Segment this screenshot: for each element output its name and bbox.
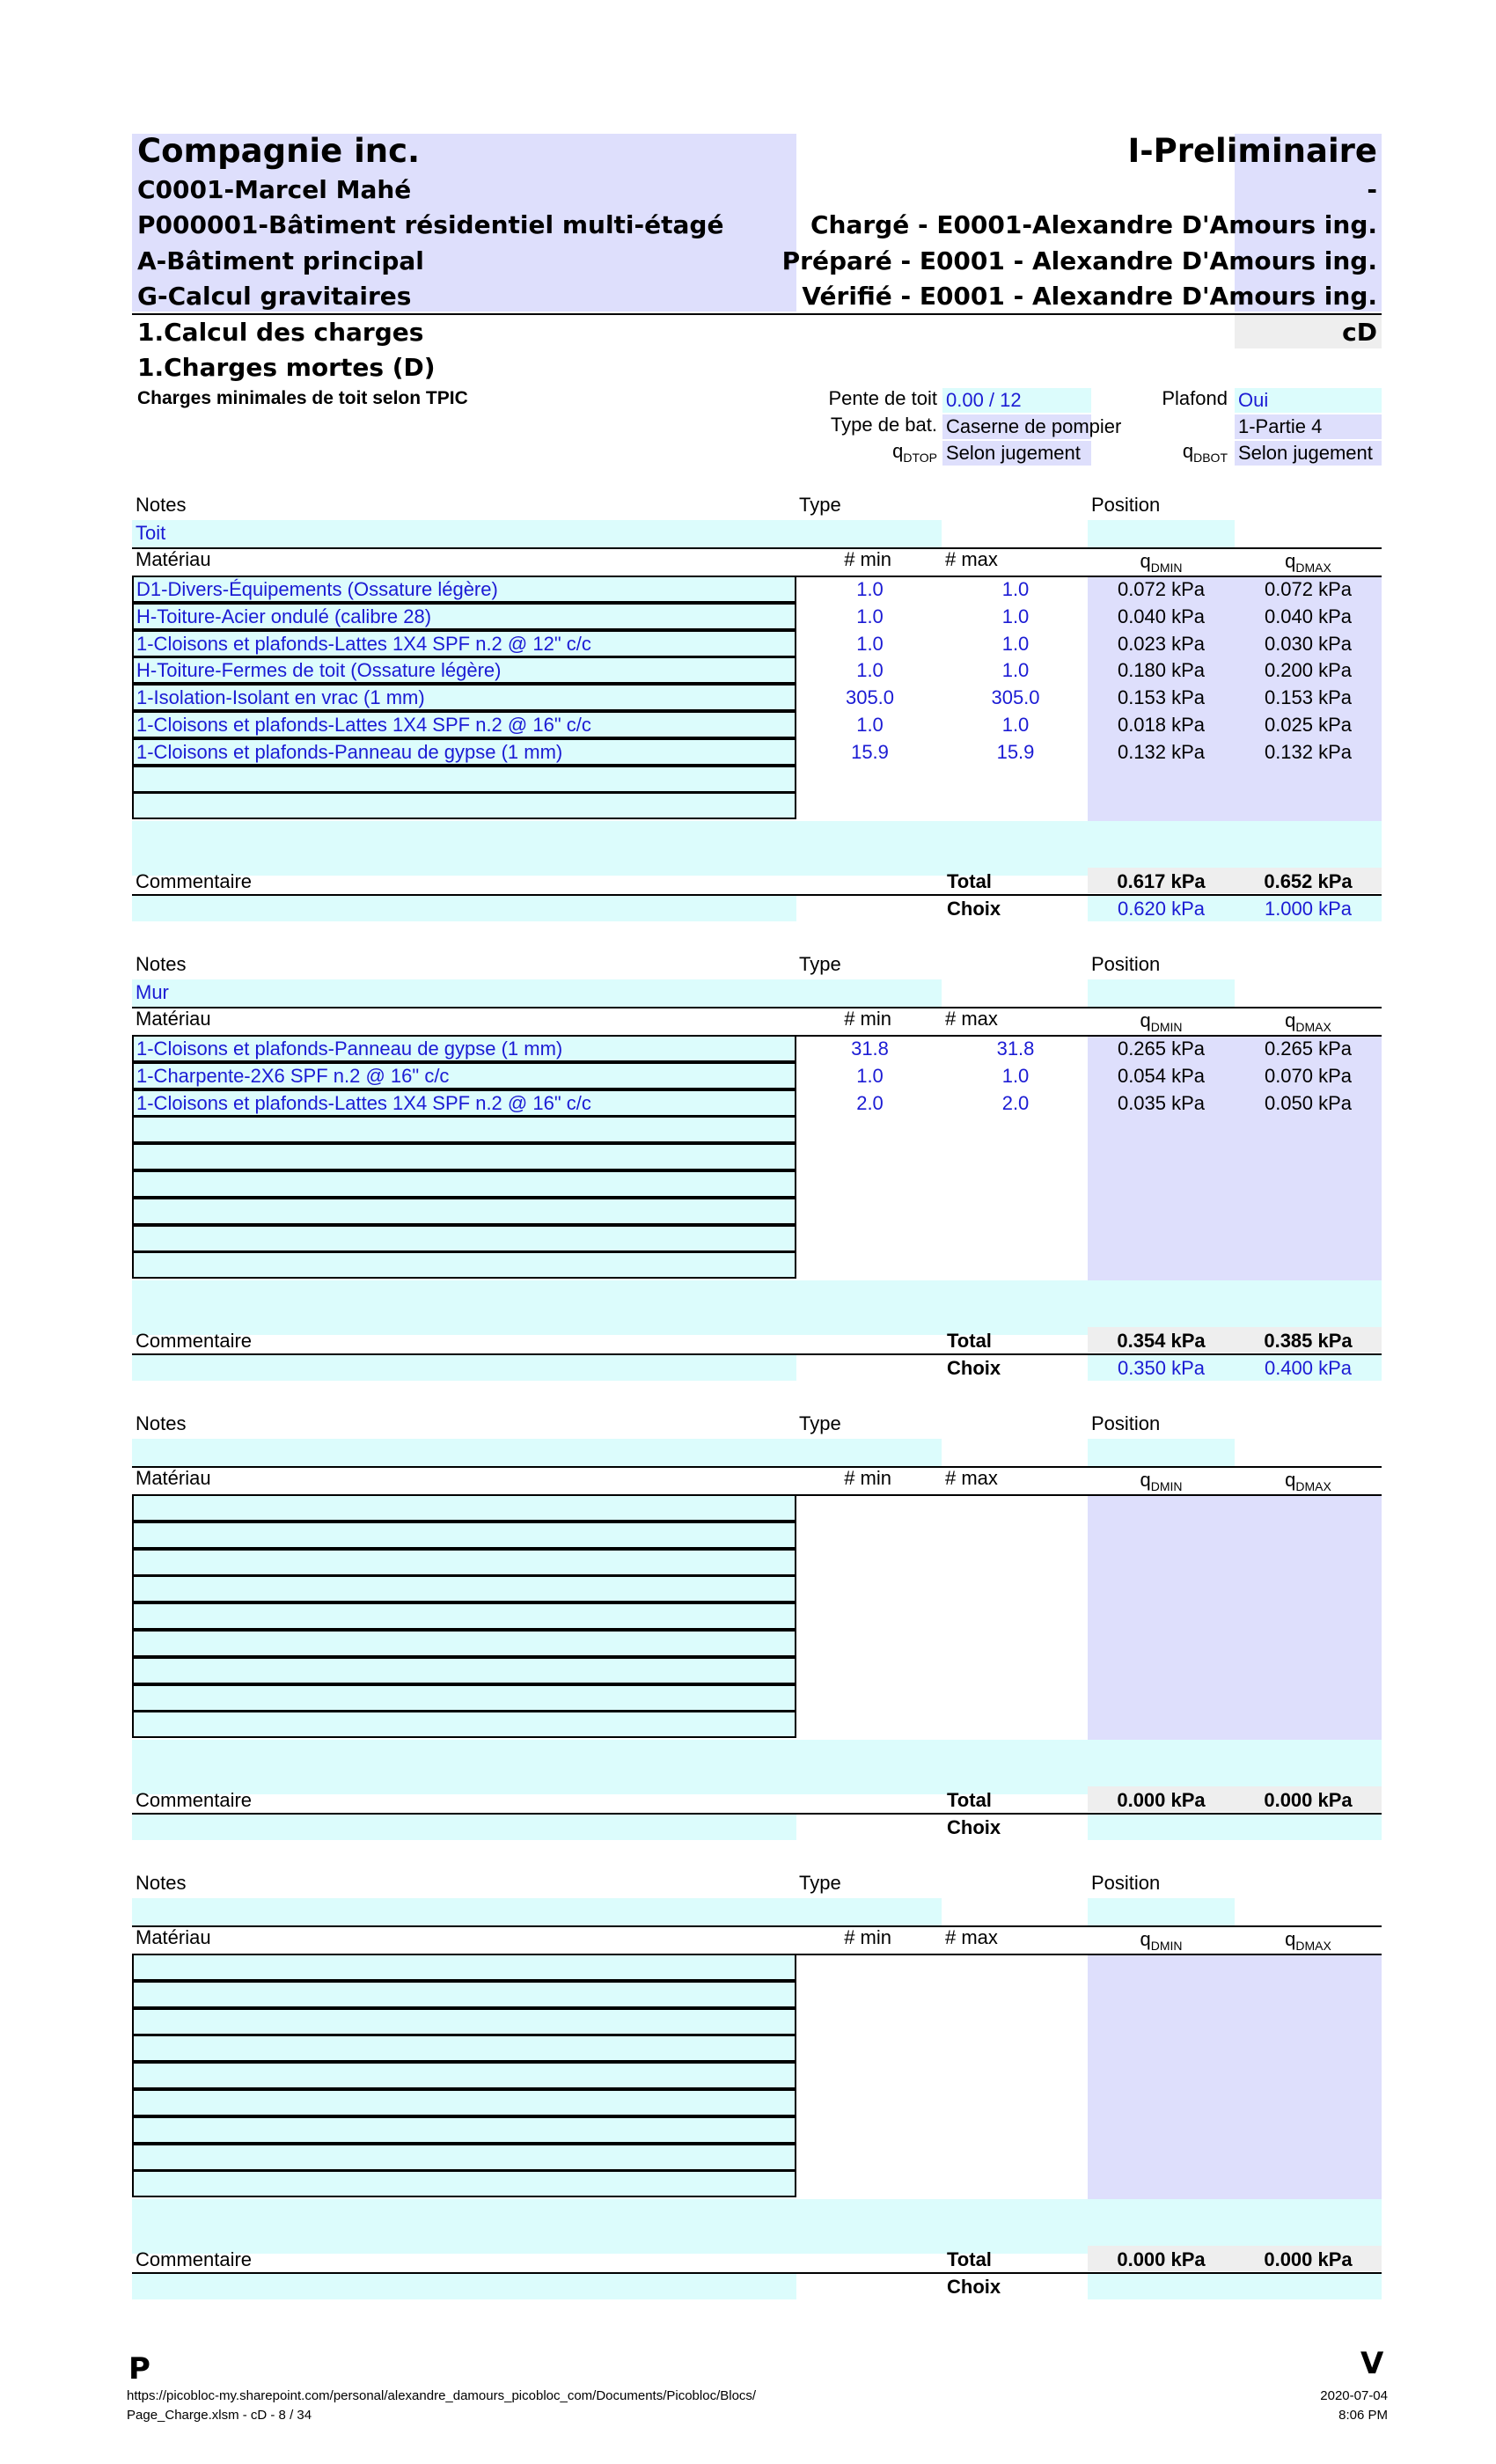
material-cell[interactable]: 1-Cloisons et plafonds-Panneau de gypse (1 mm) — [132, 1035, 796, 1062]
nmax-value[interactable]: 15.9 — [996, 740, 1035, 763]
calc-group: G-Calcul gravitaires — [137, 282, 412, 311]
choix-row-bg — [1088, 2274, 1382, 2299]
position-input-bg — [1088, 1439, 1235, 1466]
verified-by: Vérifié - E0001 - Alexandre D'Amours ing. — [802, 282, 1377, 311]
nmin-header: # min — [844, 1467, 891, 1489]
load-block — [0, 491, 1496, 949]
nmax-value[interactable]: 1.0 — [1001, 578, 1030, 600]
qdmin-q: q — [1140, 1928, 1151, 1950]
comment-input-bg — [132, 2274, 796, 2299]
nmax-value[interactable]: 2.0 — [1001, 1091, 1030, 1114]
partie-value: 1-Partie 4 — [1235, 414, 1382, 439]
materiau-header: Matériau — [136, 1467, 211, 1489]
commentaire-label: Commentaire — [136, 870, 253, 892]
nmax-value[interactable]: 1.0 — [1001, 605, 1030, 627]
nmin-value[interactable]: 1.0 — [856, 632, 884, 655]
nmax-value[interactable]: 1.0 — [1001, 632, 1030, 655]
choix-qdmax[interactable]: 1.000 kPa — [1264, 898, 1353, 920]
phase-dash: - — [1367, 175, 1377, 204]
qdmin-sub: DMIN — [1150, 1939, 1183, 1953]
pente-label: Pente de toit — [828, 387, 937, 409]
notes-input-bg — [132, 979, 942, 1007]
qdmax-q: q — [1285, 1009, 1296, 1031]
load-block — [0, 950, 1496, 1408]
notes-label: Notes — [136, 1412, 187, 1434]
material-cell[interactable] — [132, 1684, 796, 1712]
section-title: 1.Calcul des charges — [137, 318, 424, 347]
qdmin-value: 0.018 kPa — [1117, 714, 1206, 736]
charge-by: Chargé - E0001-Alexandre D'Amours ing. — [810, 210, 1377, 239]
total-label: Total — [947, 1789, 992, 1811]
total-rule — [132, 1813, 1382, 1815]
material-cell[interactable] — [132, 792, 796, 819]
material-cell[interactable]: H-Toiture-Fermes de toit (Ossature légère) — [132, 656, 796, 684]
material-cell[interactable] — [132, 1143, 796, 1170]
position-label: Position — [1091, 1872, 1161, 1894]
nmin-value[interactable]: 1.0 — [856, 578, 884, 600]
qdmax-sub: DMAX — [1295, 561, 1331, 575]
qdmax-sub: DMAX — [1295, 1939, 1331, 1953]
material-cell[interactable] — [132, 1711, 796, 1738]
material-cell[interactable] — [132, 1549, 796, 1576]
choix-label: Choix — [947, 1357, 1001, 1379]
roof-params-title: Charges minimales de toit selon TPIC — [137, 388, 468, 408]
qdmax-value: 0.153 kPa — [1264, 686, 1353, 709]
q-columns-bg — [1088, 1955, 1382, 2199]
pente-value[interactable]: 0.00 / 12 — [942, 388, 1091, 413]
material-cell[interactable]: 1-Cloisons et plafonds-Panneau de gypse (1 mm) — [132, 738, 796, 766]
type-label: Type — [799, 494, 841, 516]
total-qdmin: 0.354 kPa — [1117, 1330, 1206, 1352]
qdmin-q: q — [1140, 1469, 1151, 1491]
qdbot-value: Selon jugement — [1235, 441, 1382, 466]
material-cell[interactable] — [132, 1575, 796, 1602]
q-columns-bg — [1088, 1496, 1382, 1740]
material-cell[interactable] — [132, 2035, 796, 2062]
position-label: Position — [1091, 953, 1161, 975]
material-cell[interactable]: 1-Cloisons et plafonds-Lattes 1X4 SPF n.2 @ 12" c/c — [132, 630, 796, 657]
company-name: Compagnie inc. — [137, 132, 421, 170]
footer-page: Page_Charge.xlsm - cD - 8 / 34 — [127, 2408, 312, 2423]
position-input-bg — [1088, 979, 1235, 1007]
qdmax-q: q — [1285, 1928, 1296, 1950]
nmax-value[interactable]: 305.0 — [991, 686, 1040, 709]
position-label: Position — [1091, 1412, 1161, 1434]
qdmax-value: 0.050 kPa — [1264, 1091, 1353, 1114]
total-qdmin: 0.617 kPa — [1117, 870, 1206, 892]
choix-label: Choix — [947, 1816, 1001, 1838]
material-cell[interactable] — [132, 766, 796, 793]
position-input-bg — [1088, 520, 1235, 547]
nmin-header: # min — [844, 1008, 891, 1030]
commentaire-label: Commentaire — [136, 2248, 253, 2270]
material-cell[interactable]: 1-Cloisons et plafonds-Lattes 1X4 SPF n.2 @ 16" c/c — [132, 711, 796, 738]
qdmax-value: 0.200 kPa — [1264, 659, 1353, 682]
commentaire-label: Commentaire — [136, 1330, 253, 1352]
qdmax-value: 0.025 kPa — [1264, 714, 1353, 736]
nmax-header: # max — [945, 548, 998, 570]
notes-input-bg — [132, 520, 942, 547]
material-cell[interactable] — [132, 2062, 796, 2089]
nmin-value[interactable]: 1.0 — [856, 1064, 884, 1087]
qdmin-value: 0.035 kPa — [1117, 1091, 1206, 1114]
notes-label: Notes — [136, 1872, 187, 1894]
position-input-bg — [1088, 1898, 1235, 1925]
qdmin-value: 0.180 kPa — [1117, 659, 1206, 682]
notes-label: Notes — [136, 494, 187, 516]
material-cell[interactable] — [132, 2116, 796, 2144]
nmin-value[interactable]: 31.8 — [851, 1038, 889, 1060]
material-cell[interactable] — [132, 2144, 796, 2171]
qdmax-q: q — [1285, 550, 1296, 572]
qdmax-value: 0.070 kPa — [1264, 1064, 1353, 1087]
notes-input-bg — [132, 1439, 942, 1466]
material-cell[interactable]: 1-Charpente-2X6 SPF n.2 @ 16" c/c — [132, 1062, 796, 1089]
material-cell[interactable] — [132, 1116, 796, 1143]
nmin-header: # min — [844, 1926, 891, 1948]
qdmin-value: 0.023 kPa — [1117, 632, 1206, 655]
nmin-header: # min — [844, 548, 891, 570]
block-note[interactable]: Toit — [136, 522, 166, 544]
footer-left-mark: P — [128, 2351, 150, 2387]
commentaire-label: Commentaire — [136, 1789, 253, 1811]
materiau-header: Matériau — [136, 548, 211, 570]
choix-row-bg — [1088, 1815, 1382, 1840]
material-cell[interactable] — [132, 2170, 796, 2197]
material-cell[interactable]: H-Toiture-Acier ondulé (calibre 28) — [132, 603, 796, 630]
qdmax-value: 0.030 kPa — [1264, 632, 1353, 655]
notes-label: Notes — [136, 953, 187, 975]
qdmax-value: 0.265 kPa — [1264, 1038, 1353, 1060]
footer-url: https://picobloc-my.sharepoint.com/personal/alexandre_damours_picobloc_com/Documents/Picobloc/Blocs/ — [127, 2388, 757, 2403]
qdmax-sub: DMAX — [1295, 1479, 1331, 1493]
material-cell[interactable] — [132, 1225, 796, 1252]
comment-input-bg — [132, 896, 796, 921]
load-block — [0, 1869, 1496, 2327]
qdmax-value: 0.132 kPa — [1264, 740, 1353, 763]
prepared-by: Préparé - E0001 - Alexandre D'Amours ing. — [781, 246, 1377, 275]
nmax-header: # max — [945, 1926, 998, 1948]
type-bat-value: Caserne de pompier — [942, 414, 1091, 439]
material-cell[interactable] — [132, 1170, 796, 1198]
qdtop-label: $q_{DTOP}$ — [892, 440, 937, 465]
material-cell[interactable] — [132, 1251, 796, 1279]
qdmin-value: 0.132 kPa — [1117, 740, 1206, 763]
nmax-header: # max — [945, 1467, 998, 1489]
materiau-header: Matériau — [136, 1926, 211, 1948]
type-label: Type — [799, 953, 841, 975]
nmin-value[interactable]: 1.0 — [856, 605, 884, 627]
load-block — [0, 1410, 1496, 1867]
footer-right-mark: V — [1360, 2346, 1384, 2381]
nmax-value[interactable]: 31.8 — [996, 1038, 1035, 1060]
total-qdmax: 0.652 kPa — [1264, 870, 1353, 892]
type-label: Type — [799, 1412, 841, 1434]
qdmax-value: 0.040 kPa — [1264, 605, 1353, 627]
project-name: P000001-Bâtiment résidentiel multi-étagé — [137, 210, 724, 239]
type-bat-label: Type de bat. — [830, 414, 937, 436]
material-cell[interactable] — [132, 1657, 796, 1684]
material-cell[interactable] — [132, 2089, 796, 2116]
position-label: Position — [1091, 494, 1161, 516]
material-cell[interactable] — [132, 1522, 796, 1549]
total-qdmin: 0.000 kPa — [1117, 2248, 1206, 2270]
qdmax-sub: DMAX — [1295, 1020, 1331, 1034]
materiau-header: Matériau — [136, 1008, 211, 1030]
qdmin-value: 0.072 kPa — [1117, 578, 1206, 600]
qdtop-value: Selon jugement — [942, 441, 1091, 466]
total-label: Total — [947, 870, 992, 892]
type-label: Type — [799, 1872, 841, 1894]
total-label: Total — [947, 1330, 992, 1352]
building-name: A-Bâtiment principal — [137, 246, 424, 275]
nmin-value[interactable]: 305.0 — [845, 686, 895, 709]
total-qdmax: 0.000 kPa — [1264, 2248, 1353, 2270]
comment-input-bg — [132, 1355, 796, 1381]
nmin-value[interactable]: 2.0 — [856, 1091, 884, 1114]
material-cell[interactable]: D1-Divers-Équipements (Ossature légère) — [132, 576, 796, 603]
choix-label: Choix — [947, 2276, 1001, 2298]
qdmin-sub: DMIN — [1150, 1479, 1183, 1493]
total-qdmin: 0.000 kPa — [1117, 1789, 1206, 1811]
material-cell[interactable] — [132, 1198, 796, 1225]
material-cell[interactable]: 1-Cloisons et plafonds-Lattes 1X4 SPF n.2 @ 16" c/c — [132, 1089, 796, 1117]
material-cell[interactable] — [132, 2008, 796, 2035]
choix-qdmin[interactable]: 0.620 kPa — [1117, 898, 1206, 920]
choix-qdmin[interactable]: 0.350 kPa — [1117, 1357, 1206, 1379]
total-qdmax: 0.385 kPa — [1264, 1330, 1353, 1352]
footer-date: 2020-07-04 — [1320, 2388, 1388, 2403]
qdmin-sub: DMIN — [1150, 561, 1183, 575]
total-label: Total — [947, 2248, 992, 2270]
nmax-value[interactable]: 1.0 — [1001, 659, 1030, 682]
phase-title: I-Preliminaire — [1127, 132, 1377, 170]
qdmin-value: 0.265 kPa — [1117, 1038, 1206, 1060]
material-cell[interactable] — [132, 1981, 796, 2008]
qdmin-value: 0.054 kPa — [1117, 1064, 1206, 1087]
subsection-title: 1.Charges mortes (D) — [137, 353, 436, 382]
footer-time: 8:06 PM — [1338, 2408, 1388, 2423]
material-cell[interactable] — [132, 1630, 796, 1657]
plafond-value[interactable]: Oui — [1235, 388, 1382, 413]
nmax-header: # max — [945, 1008, 998, 1030]
nmin-value[interactable]: 15.9 — [851, 740, 889, 763]
qdmin-sub: DMIN — [1150, 1020, 1183, 1034]
qdmin-value: 0.153 kPa — [1117, 686, 1206, 709]
total-rule — [132, 2272, 1382, 2274]
nmax-value[interactable]: 1.0 — [1001, 1064, 1030, 1087]
material-cell[interactable] — [132, 1954, 796, 1981]
nmax-value[interactable]: 1.0 — [1001, 714, 1030, 736]
nmin-value[interactable]: 1.0 — [856, 714, 884, 736]
qdmin-q: q — [1140, 1009, 1151, 1031]
plafond-label: Plafond — [1162, 387, 1228, 409]
section-code: cD — [1342, 318, 1377, 347]
qdmax-q: q — [1285, 1469, 1296, 1491]
material-cell[interactable] — [132, 1602, 796, 1630]
material-cell[interactable] — [132, 1494, 796, 1522]
notes-input-bg — [132, 1898, 942, 1925]
client-name: C0001-Marcel Mahé — [137, 175, 412, 204]
qdbot-label: $q_{DBOT}$ — [1182, 440, 1228, 465]
qdmin-value: 0.040 kPa — [1117, 605, 1206, 627]
nmin-value[interactable]: 1.0 — [856, 659, 884, 682]
block-note[interactable]: Mur — [136, 981, 169, 1003]
comment-input-bg — [132, 1815, 796, 1840]
qdmin-q: q — [1140, 550, 1151, 572]
choix-qdmax[interactable]: 0.400 kPa — [1264, 1357, 1353, 1379]
total-qdmax: 0.000 kPa — [1264, 1789, 1353, 1811]
qdmax-value: 0.072 kPa — [1264, 578, 1353, 600]
choix-label: Choix — [947, 898, 1001, 920]
material-cell[interactable]: 1-Isolation-Isolant en vrac (1 mm) — [132, 684, 796, 711]
